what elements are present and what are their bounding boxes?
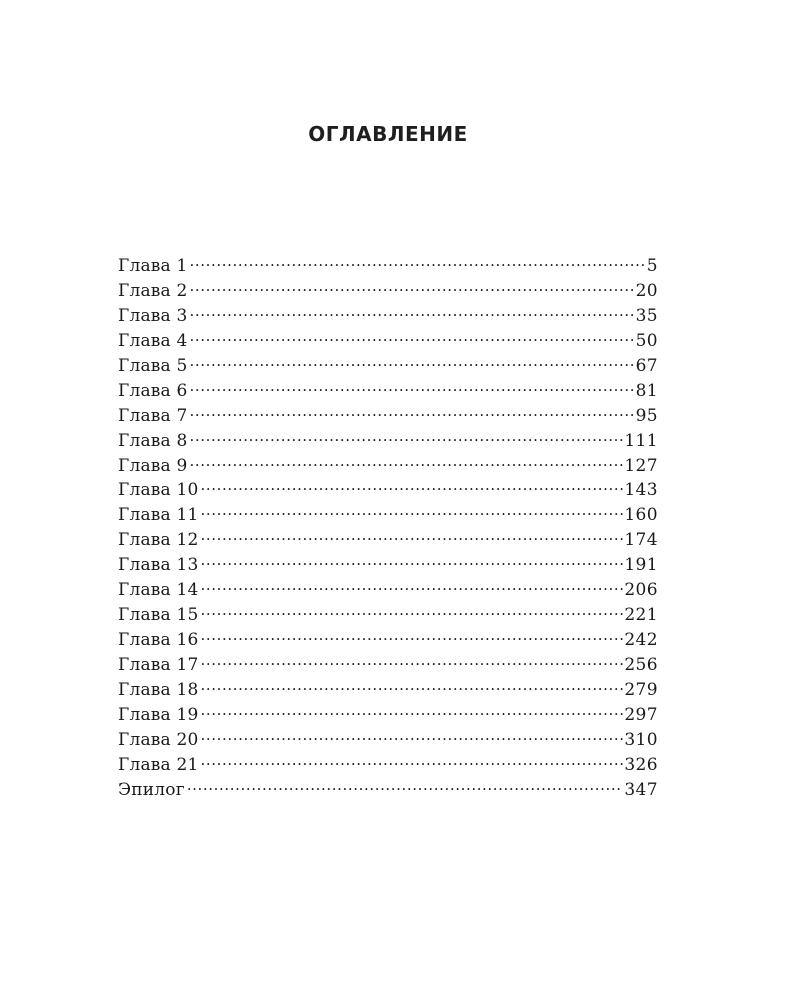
- toc-entry-label: Глава 14: [118, 580, 199, 601]
- toc-entry[interactable]: [118, 304, 658, 329]
- toc-entry-page-number: 174: [624, 530, 658, 551]
- toc-entry-page-number: 35: [635, 305, 658, 326]
- toc-entry-label: Глава 10: [118, 480, 199, 501]
- dot-leader: [201, 528, 624, 545]
- toc-entry-page-number: 160: [624, 505, 658, 526]
- toc-entry-page-number: 279: [624, 679, 658, 700]
- table-of-contents: [118, 254, 658, 803]
- toc-entry[interactable]: [118, 728, 658, 753]
- toc-entry-label: Глава 21: [118, 754, 199, 775]
- toc-entry-page-number: 20: [635, 280, 658, 301]
- toc-entry-label: Глава 2: [118, 280, 188, 301]
- toc-entry[interactable]: [118, 653, 658, 678]
- toc-entry[interactable]: [118, 628, 658, 653]
- toc-entry-label: Глава 6: [118, 380, 188, 401]
- toc-entry-label: Глава 1: [118, 256, 188, 276]
- toc-entry-label: Глава 4: [118, 330, 188, 351]
- toc-entry[interactable]: [118, 753, 658, 778]
- toc-entry[interactable]: [118, 578, 658, 603]
- toc-entry-label: Глава 9: [118, 455, 188, 476]
- toc-entry-label: Глава 7: [118, 405, 188, 426]
- dot-leader: [201, 728, 624, 745]
- toc-entry-label: Глава 19: [118, 704, 199, 725]
- toc-entry[interactable]: [118, 329, 658, 354]
- toc-entry-page-number: 297: [624, 704, 658, 725]
- toc-entry[interactable]: [118, 379, 658, 404]
- toc-entry-page-number: 326: [624, 754, 658, 775]
- toc-entry-label: Эпилог: [118, 779, 185, 800]
- toc-entry-label: Глава 17: [118, 655, 199, 675]
- toc-entry[interactable]: [118, 553, 658, 578]
- toc-entry-page-number: 221: [624, 605, 658, 626]
- toc-entry-label: Глава 13: [118, 555, 199, 576]
- dot-leader: [190, 279, 635, 296]
- dot-leader: [190, 304, 635, 321]
- toc-entry-label: Глава 3: [118, 305, 188, 326]
- toc-entry-page-number: 127: [624, 455, 658, 476]
- toc-entry[interactable]: [118, 778, 658, 803]
- dot-leader: [190, 454, 624, 471]
- toc-entry-page-number: 206: [624, 580, 658, 601]
- toc-entry-page-number: 310: [624, 729, 658, 750]
- toc-entry-label: Глава 12: [118, 530, 199, 551]
- toc-entry-page-number: 50: [635, 330, 658, 351]
- dot-leader: [187, 778, 624, 795]
- dot-leader: [190, 429, 624, 446]
- toc-entry[interactable]: [118, 404, 658, 429]
- toc-entry[interactable]: [118, 454, 658, 479]
- toc-entry[interactable]: [118, 678, 658, 703]
- dot-leader: [190, 404, 635, 421]
- toc-entry[interactable]: [118, 354, 658, 379]
- page-title: ОГЛАВЛЕНИЕ: [308, 122, 468, 146]
- dot-leader: [201, 678, 624, 695]
- toc-entry[interactable]: [118, 603, 658, 628]
- toc-entry-page-number: 143: [624, 480, 658, 501]
- dot-leader: [201, 603, 624, 620]
- toc-entry[interactable]: [118, 279, 658, 304]
- dot-leader: [190, 354, 635, 371]
- toc-entry-label: Глава 11: [118, 505, 199, 526]
- dot-leader: [201, 578, 624, 595]
- toc-entry-page-number: 256: [624, 655, 658, 675]
- toc-entry-label: Глава 18: [118, 679, 199, 700]
- dot-leader: [190, 379, 635, 396]
- dot-leader: [201, 753, 624, 770]
- toc-entry-page-number: 67: [635, 355, 658, 376]
- toc-entry-label: Глава 5: [118, 355, 188, 376]
- dot-leader: [190, 329, 635, 346]
- dot-leader: [201, 653, 624, 670]
- toc-entry-page-number: 242: [624, 630, 658, 651]
- toc-entry-label: Глава 8: [118, 430, 188, 451]
- toc-entry-page-number: 5: [646, 256, 658, 276]
- toc-entry-label: Глава 16: [118, 630, 199, 651]
- toc-entry-page-number: 111: [624, 430, 658, 451]
- toc-entry-page-number: 347: [624, 779, 658, 800]
- toc-entry-page-number: 191: [624, 555, 658, 576]
- toc-entry[interactable]: [118, 528, 658, 553]
- dot-leader: [190, 254, 646, 271]
- toc-entry[interactable]: [118, 254, 658, 279]
- dot-leader: [201, 503, 624, 520]
- dot-leader: [201, 478, 624, 495]
- toc-entry[interactable]: [118, 703, 658, 728]
- dot-leader: [201, 628, 624, 645]
- toc-entry-page-number: 81: [635, 380, 658, 401]
- dot-leader: [201, 703, 624, 720]
- toc-entry-page-number: 95: [635, 405, 658, 426]
- dot-leader: [201, 553, 624, 570]
- toc-entry[interactable]: [118, 429, 658, 454]
- toc-entry-label: Глава 20: [118, 729, 199, 750]
- toc-entry-label: Глава 15: [118, 605, 199, 626]
- toc-entry[interactable]: [118, 503, 658, 528]
- toc-entry[interactable]: [118, 478, 658, 503]
